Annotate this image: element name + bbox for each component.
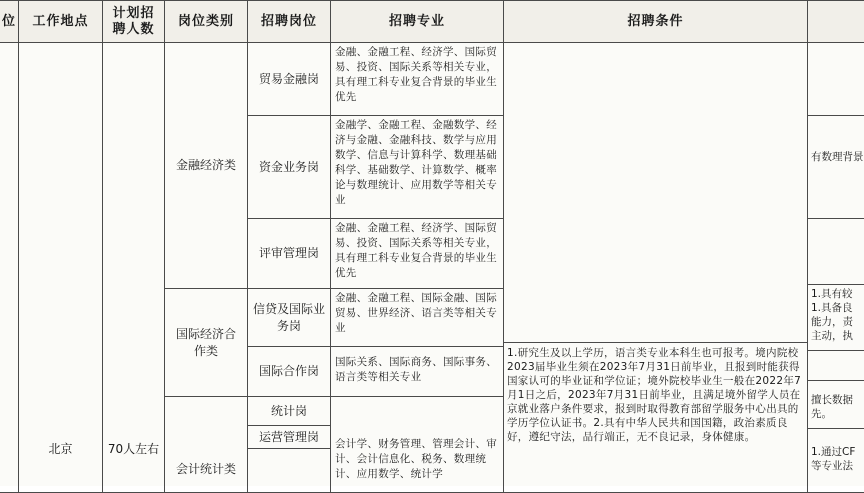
position-fund-business-text: 资金业务岗 (258, 159, 319, 174)
right-note-credit-line2: 1.具备良 (811, 302, 853, 314)
right-note-intl-line2: 先。 (811, 408, 832, 420)
position-trade-finance (248, 43, 331, 116)
position-statistics (248, 397, 331, 426)
major-accounting-text: 会计学、财务管理、管理会计、审计、会计信息化、税务、数理统计、应用数学、统计学 (335, 438, 497, 480)
position-intl-coop-text: 国际合作岗 (258, 364, 319, 378)
category-finance-text: 金融经济类 (175, 158, 236, 172)
position-statistics-text: 统计岗 (270, 403, 307, 418)
major-credit-intl-text: 金融、金融工程、国际金融、国际贸易、世界经济、语言类等相关专业 (335, 292, 497, 334)
header-planned-count-text: 计划招聘人数 (112, 5, 155, 37)
position-credit-intl-text: 信贷及国际业务岗 (252, 301, 325, 333)
header-planned-count (103, 0, 165, 43)
major-credit-intl (331, 289, 504, 347)
category-accounting-text: 会计统计类 (175, 462, 236, 476)
category-intl-text: 国际经济合作类 (175, 326, 236, 358)
header-requirements-text: 招聘条件 (627, 13, 684, 29)
position-intl-coop (248, 347, 331, 397)
right-note-credit-line1: 1.具有较 (811, 288, 853, 300)
header-category (165, 0, 248, 43)
right-note-review (808, 219, 864, 285)
right-note-credit-line3: 能力，责 (811, 316, 853, 328)
header-requirements (504, 0, 808, 43)
header-major (331, 0, 504, 43)
category-accounting (165, 397, 248, 493)
position-operations-text: 运营管理岗 (258, 429, 319, 444)
major-fund-business-text: 金融学、金融工程、金融数学、经济与金融、金融科技、数学与应用数学、信息与计算科学、数理基础科学、基础数学、计算数学、概率论与数理统计、应用数学等相关专业 (335, 119, 497, 206)
right-note-gap (808, 351, 864, 381)
major-fund-business (331, 116, 504, 219)
right-note-accounting-line1: 1.通过CF (811, 446, 856, 458)
category-intl (165, 289, 248, 397)
right-note-accounting-line2: 等专业法 (811, 460, 853, 472)
requirements-text: 1.研究生及以上学历，语言类专业本科生也可报考。境内院校2023届毕业生须在2023年7月31日前毕业，且报到时能获得国家认可的毕业证和学位证；境外院校毕业生一般在2022年7月1日之后，2023年7月31日前毕业，且满足境外留学人员在京就业落户条件要求，报到时取得教育部留学服务中心出具的学历学位认证书。2.具有中华人民共和国国籍，政治素质良好，遵纪守法，品行端正，无不良记录，身体健康。 (507, 347, 802, 443)
right-note-fund (808, 116, 864, 219)
major-intl-coop-text: 国际关系、国际商务、国际事务、语言类等相关专业 (335, 356, 497, 383)
right-note-credit (808, 285, 864, 351)
position-review-mgmt-text: 评审管理岗 (258, 246, 319, 260)
header-category-text: 岗位类别 (177, 13, 234, 29)
requirements-upper (504, 43, 808, 343)
major-review-mgmt-text: 金融、金融工程、经济学、国际贸易、投资、国际关系等相关专业，具有理工科专业复合背景的毕业生优先 (335, 222, 497, 279)
right-note-credit-line4: 主动，执 (811, 330, 853, 342)
header-major-text: 招聘专业 (388, 13, 445, 29)
header-right-partial (808, 0, 864, 43)
category-finance (165, 43, 248, 289)
location-text: 北京 (48, 442, 73, 456)
requirements-cell (504, 343, 808, 493)
position-fund-business (248, 116, 331, 219)
right-note-intl (808, 381, 864, 429)
planned-count-text: 70人左右 (107, 442, 160, 456)
position-credit-intl (248, 289, 331, 347)
header-location (19, 0, 103, 43)
right-note-intl-line1: 擅长数据 (811, 394, 853, 406)
right-note-fund-text: 有数理背景 (811, 151, 864, 163)
major-trade-finance-text: 金融、金融工程、经济学、国际贸易、投资、国际关系等相关专业，具有理工科专业复合背景的毕业生优先 (335, 46, 497, 103)
right-note-top (808, 43, 864, 116)
position-blank (248, 449, 331, 493)
header-unit-text: 位 (1, 13, 16, 29)
location-cell (19, 43, 103, 493)
position-trade-finance-text: 贸易金融岗 (258, 71, 319, 86)
major-accounting (331, 397, 504, 493)
header-position-text: 招聘岗位 (260, 13, 317, 29)
header-position (248, 0, 331, 43)
major-trade-finance (331, 43, 504, 116)
major-intl-coop (331, 347, 504, 397)
header-unit (0, 0, 19, 43)
planned-count-cell (103, 43, 165, 493)
major-review-mgmt (331, 219, 504, 289)
header-location-text: 工作地点 (32, 13, 89, 29)
right-note-accounting (808, 429, 864, 493)
unit-column (0, 43, 19, 493)
position-operations (248, 426, 331, 449)
position-review-mgmt (248, 219, 331, 289)
